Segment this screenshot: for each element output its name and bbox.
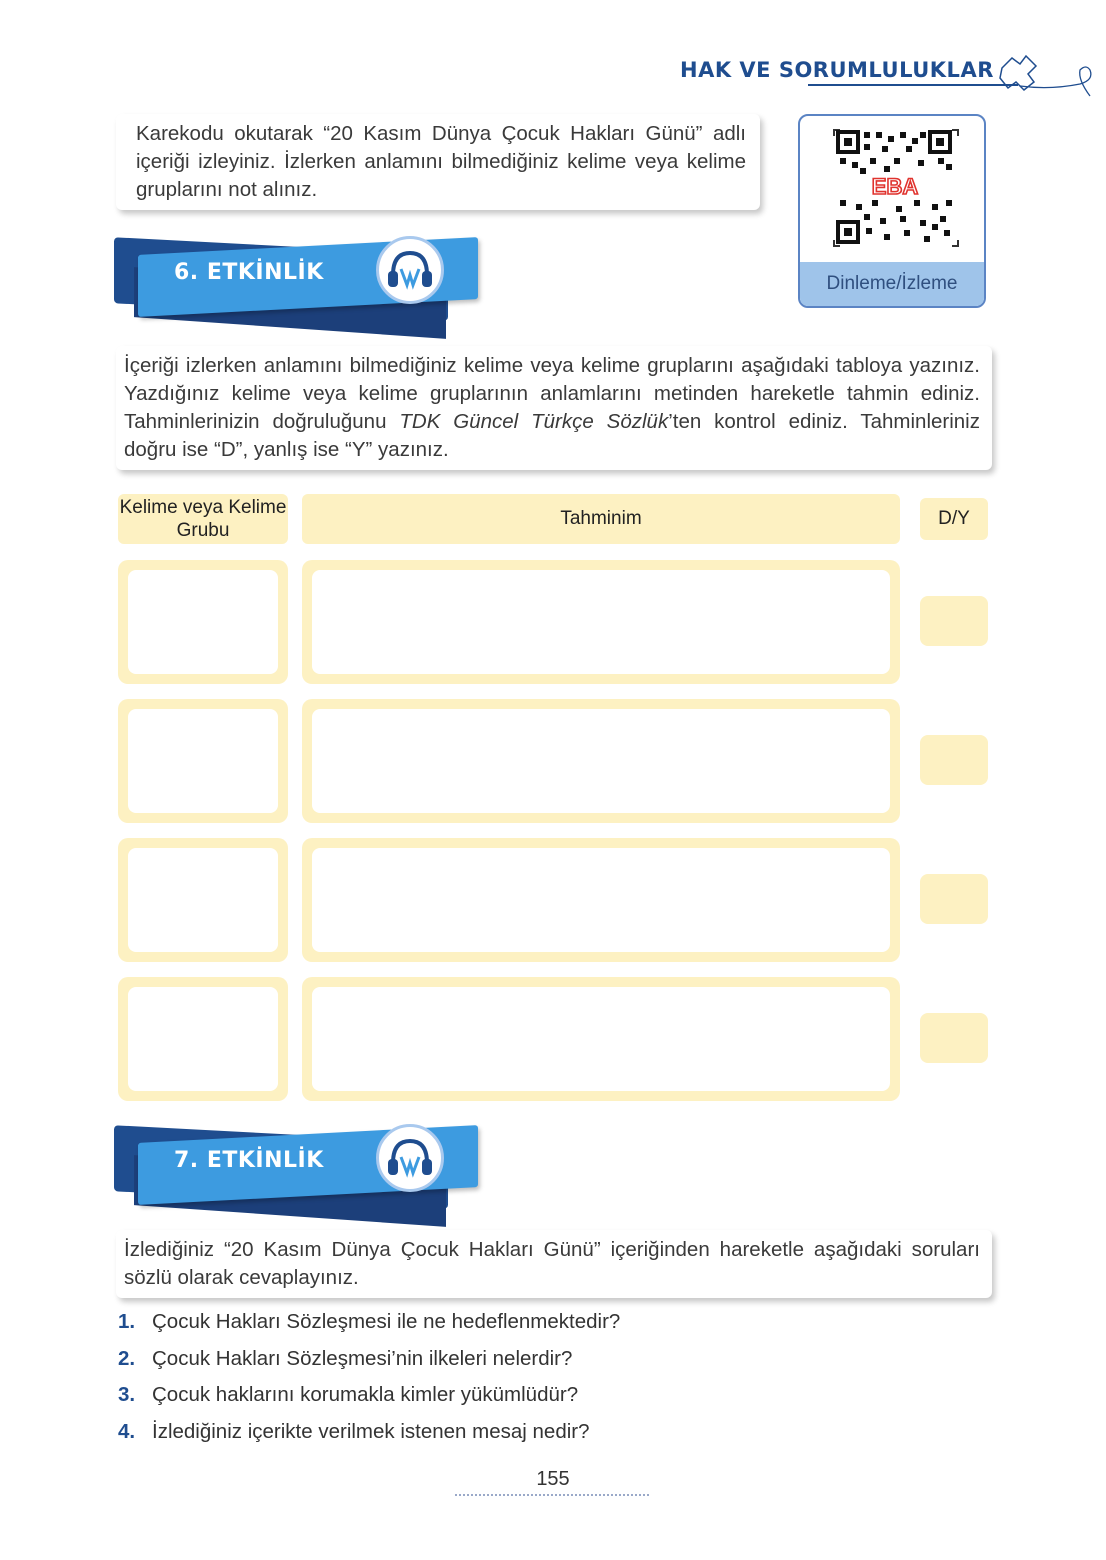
qr-code-icon bbox=[800, 116, 984, 262]
activity6-instruction-pre: İçeriği izlerken anlamını bilmediğiniz kelime veya kelime gruplarını aşağıdaki tabloya yazınız. Yazdığınız kelime veya kelime gruplarının anlamlarını metinden hareketle tahmin ediniz. Tahminlerinizin doğruluğunu bbox=[124, 354, 980, 433]
word-cell[interactable] bbox=[118, 838, 288, 962]
activity7-instruction-text: İzlediğiniz “20 Kasım Dünya Çocuk Hakları Günü” içeriğinden hareketle aşağıdaki soruları sözlü olarak cevaplayınız. bbox=[124, 1238, 980, 1289]
qr-code-card[interactable] bbox=[798, 114, 986, 308]
question-item: 1. Çocuk Hakları Sözleşmesi ile ne hedeflenmektedir? bbox=[118, 1310, 621, 1333]
intro-note-text: Karekodu okutarak “20 Kasım Dünya Çocuk Hakları Günü” adlı içeriği izleyiniz. İzlerken anlamını bilmediğiniz kelime veya kelime gruplarını not alınız. bbox=[136, 122, 746, 201]
dy-cell[interactable] bbox=[920, 874, 988, 924]
table-header-dy: D/Y bbox=[920, 498, 988, 540]
qr-card-label: Dinleme/İzleme bbox=[800, 262, 984, 306]
header-underline bbox=[808, 84, 1018, 86]
table-header-guess: Tahminim bbox=[302, 494, 900, 544]
dy-cell[interactable] bbox=[920, 735, 988, 785]
puzzle-decoration-icon bbox=[990, 40, 1100, 100]
activity7-instruction bbox=[116, 1230, 992, 1298]
page-number: 155 bbox=[536, 1468, 570, 1490]
question-item: 4. İzlediğiniz içerikte verilmek istenen mesaj nedir? bbox=[118, 1420, 590, 1443]
headphones-icon bbox=[376, 1124, 444, 1192]
word-cell[interactable] bbox=[118, 977, 288, 1101]
activity7-title: 7. ETKİNLİK bbox=[174, 1148, 324, 1173]
intro-note bbox=[116, 114, 760, 210]
guess-cell[interactable] bbox=[302, 560, 900, 684]
guess-cell[interactable] bbox=[302, 699, 900, 823]
table-header-word: Kelime veya Kelime Grubu bbox=[118, 494, 288, 544]
page-number-underline-dots bbox=[455, 1492, 651, 1498]
headphones-icon bbox=[376, 236, 444, 304]
dy-cell[interactable] bbox=[920, 1013, 988, 1063]
activity6-banner bbox=[114, 240, 484, 336]
word-cell[interactable] bbox=[118, 699, 288, 823]
page-header-title: HAK VE SORUMLULUKLAR bbox=[680, 58, 994, 82]
word-cell[interactable] bbox=[118, 560, 288, 684]
activity6-title: 6. ETKİNLİK bbox=[174, 260, 324, 285]
question-item: 3. Çocuk haklarını korumakla kimler yükümlüdür? bbox=[118, 1383, 579, 1406]
activity6-instruction bbox=[116, 346, 992, 470]
activity6-instruction-italic: TDK Güncel Türkçe Sözlük bbox=[399, 410, 669, 433]
activity7-banner bbox=[114, 1128, 484, 1224]
activity6-instruction-post: ’ten kontrol ediniz. Tahminleriniz doğru ise “D”, yanlış ise “Y” yazınız. bbox=[124, 410, 980, 461]
eba-logo-text: EBA bbox=[871, 174, 919, 199]
dy-cell[interactable] bbox=[920, 596, 988, 646]
guess-cell[interactable] bbox=[302, 977, 900, 1101]
question-item: 2. Çocuk Hakları Sözleşmesi’nin ilkeleri nelerdir? bbox=[118, 1347, 573, 1370]
guess-cell[interactable] bbox=[302, 838, 900, 962]
